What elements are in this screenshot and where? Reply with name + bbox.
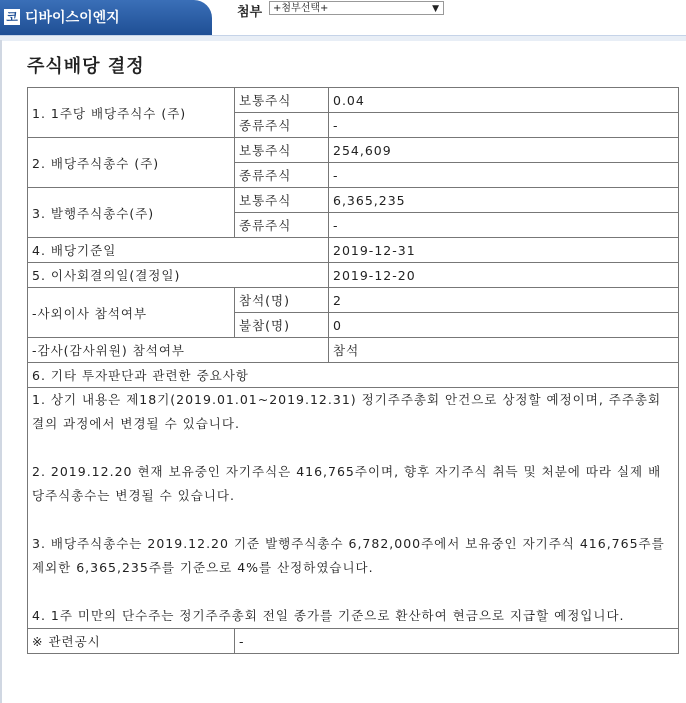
sub-label: 불참(명) [235, 313, 329, 338]
cell-value: 0 [329, 313, 679, 338]
cell-value: - [329, 163, 679, 188]
cell-value: - [329, 113, 679, 138]
cell-value: 2019-12-31 [329, 238, 679, 263]
sub-label: 보통주식 [235, 88, 329, 113]
row-label: 5. 이사회결의일(결정일) [28, 263, 329, 288]
row-label: 6. 기타 투자판단과 관련한 중요사항 [28, 363, 679, 388]
note-paragraph: 1. 상기 내용은 제18기(2019.01.01~2019.12.31) 정기주주총회 안건으로 상정할 예정이며, 주주총회 결의 과정에서 변경될 수 있습니다. [32, 392, 662, 431]
sub-label: 종류주식 [235, 163, 329, 188]
attach-select-value: +첨부선택+ [273, 3, 329, 14]
attach-label: 첨부 [237, 5, 263, 20]
document-title: 주식배당 결정 [27, 56, 145, 77]
row-label: 4. 배당기준일 [28, 238, 329, 263]
cell-value: 6,365,235 [329, 188, 679, 213]
note-paragraph: 2. 2019.12.20 현재 보유중인 자기주식은 416,765주이며, 향후 자기주식 취득 및 처분에 따라 실제 배당주식총수는 변경될 수 있습니다. [32, 464, 662, 503]
cell-value: - [329, 213, 679, 238]
row-label: 1. 1주당 배당주식수 (주) [28, 88, 235, 138]
disclosure-table [27, 87, 679, 654]
row-label: -사외이사 참석여부 [28, 288, 235, 338]
cell-value: 참석 [329, 338, 679, 363]
top-bar [0, 0, 686, 35]
sub-label: 종류주식 [235, 113, 329, 138]
attach-select[interactable] [269, 1, 444, 15]
cell-value: 0.04 [329, 88, 679, 113]
row-label: ※ 관련공시 [28, 629, 235, 654]
note-paragraph: 4. 1주 미만의 단수주는 정기주주총회 전일 종가를 기준으로 환산하여 현금으로 지급할 예정입니다. [32, 608, 625, 623]
company-tab[interactable] [0, 0, 212, 35]
sub-label: 보통주식 [235, 138, 329, 163]
company-logo-icon: 코 [4, 9, 20, 25]
sub-label: 보통주식 [235, 188, 329, 213]
row-label: 2. 배당주식총수 (주) [28, 138, 235, 188]
dropdown-arrow-icon[interactable]: ▼ [432, 4, 439, 14]
note-paragraph: 3. 배당주식총수는 2019.12.20 기준 발행주식총수 6,782,000주에서 보유중인 자기주식 416,765주를 제외한 6,365,235주를 기준으로 4%를 산정하였습니다. [32, 536, 665, 575]
row-label: -감사(감사위원) 참석여부 [28, 338, 329, 363]
sub-label: 종류주식 [235, 213, 329, 238]
company-name: 디바이스이엔지 [25, 10, 120, 26]
cell-value: 2 [329, 288, 679, 313]
notes-cell [28, 388, 679, 629]
cell-value: 254,609 [329, 138, 679, 163]
cell-value: 2019-12-20 [329, 263, 679, 288]
row-label: 3. 발행주식총수(주) [28, 188, 235, 238]
sub-label: 참석(명) [235, 288, 329, 313]
cell-value: - [235, 629, 679, 654]
